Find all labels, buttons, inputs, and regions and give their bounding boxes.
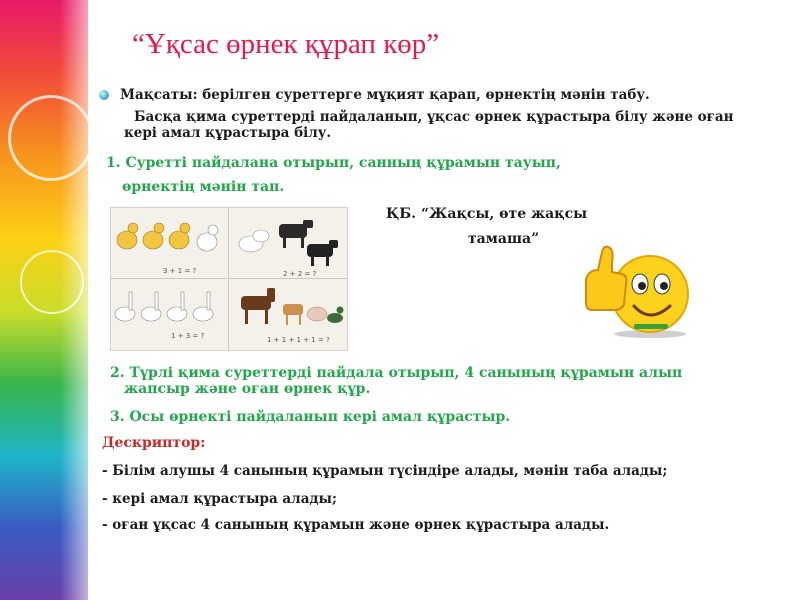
descriptor-item-3: - оған ұқсас 4 санының құрамын және өрнек құрастыра алады. — [102, 517, 610, 533]
descriptor-item-2: - кері амал құрастыра алады; — [102, 491, 337, 507]
descriptor-item-1: - Білім алушы 4 санының құрамын түсіндіре алады, мәнін таба алады; — [102, 463, 668, 479]
feedback-line2: тамаша” — [468, 231, 540, 247]
caption-q1: 3 + 1 = ? — [163, 267, 197, 275]
worksheet-photo — [110, 207, 348, 351]
thumbs-up-smiley-icon — [578, 240, 696, 340]
objective-text-2: Басқа қима суреттерді пайдаланып, ұқсас өрнек құрастыра білу және оған — [134, 109, 734, 125]
globe-bullet-icon — [99, 90, 109, 100]
feedback-line1: ҚБ. “Жақсы, өте жақсы — [386, 206, 588, 222]
decor-swirl — [20, 250, 84, 314]
caption-q3: 1 + 3 = ? — [171, 332, 205, 340]
objective-text: Мақсаты: берілген суреттерге мұқият қарап, өрнектің мәнін табу. — [120, 87, 650, 103]
slide-title: “Ұқсас өрнек құрап көр” — [132, 28, 440, 60]
descriptor-heading: Дескриптор: — [102, 435, 206, 451]
task-2: 2. Түрлі қима суреттерді пайдала отырып, 4 санының құрамын алып — [110, 365, 683, 381]
task-2b: жапсыр және оған өрнек құр. — [124, 381, 371, 397]
task-1: 1. Суретті пайдалана отырып, санның құрамын тауып, — [106, 155, 561, 171]
task-3: 3. Осы өрнекті пайдаланып кері амал құрастыр. — [110, 409, 511, 425]
decor-swirl — [8, 95, 94, 181]
task-1b: өрнектің мәнін тап. — [122, 179, 285, 195]
animals-illustration — [111, 208, 347, 350]
caption-q2: 2 + 2 = ? — [283, 270, 317, 278]
objective-text-2b: кері амал құрастыра білу. — [124, 125, 332, 141]
caption-q4: 1 + 1 + 1 + 1 = ? — [267, 336, 330, 344]
